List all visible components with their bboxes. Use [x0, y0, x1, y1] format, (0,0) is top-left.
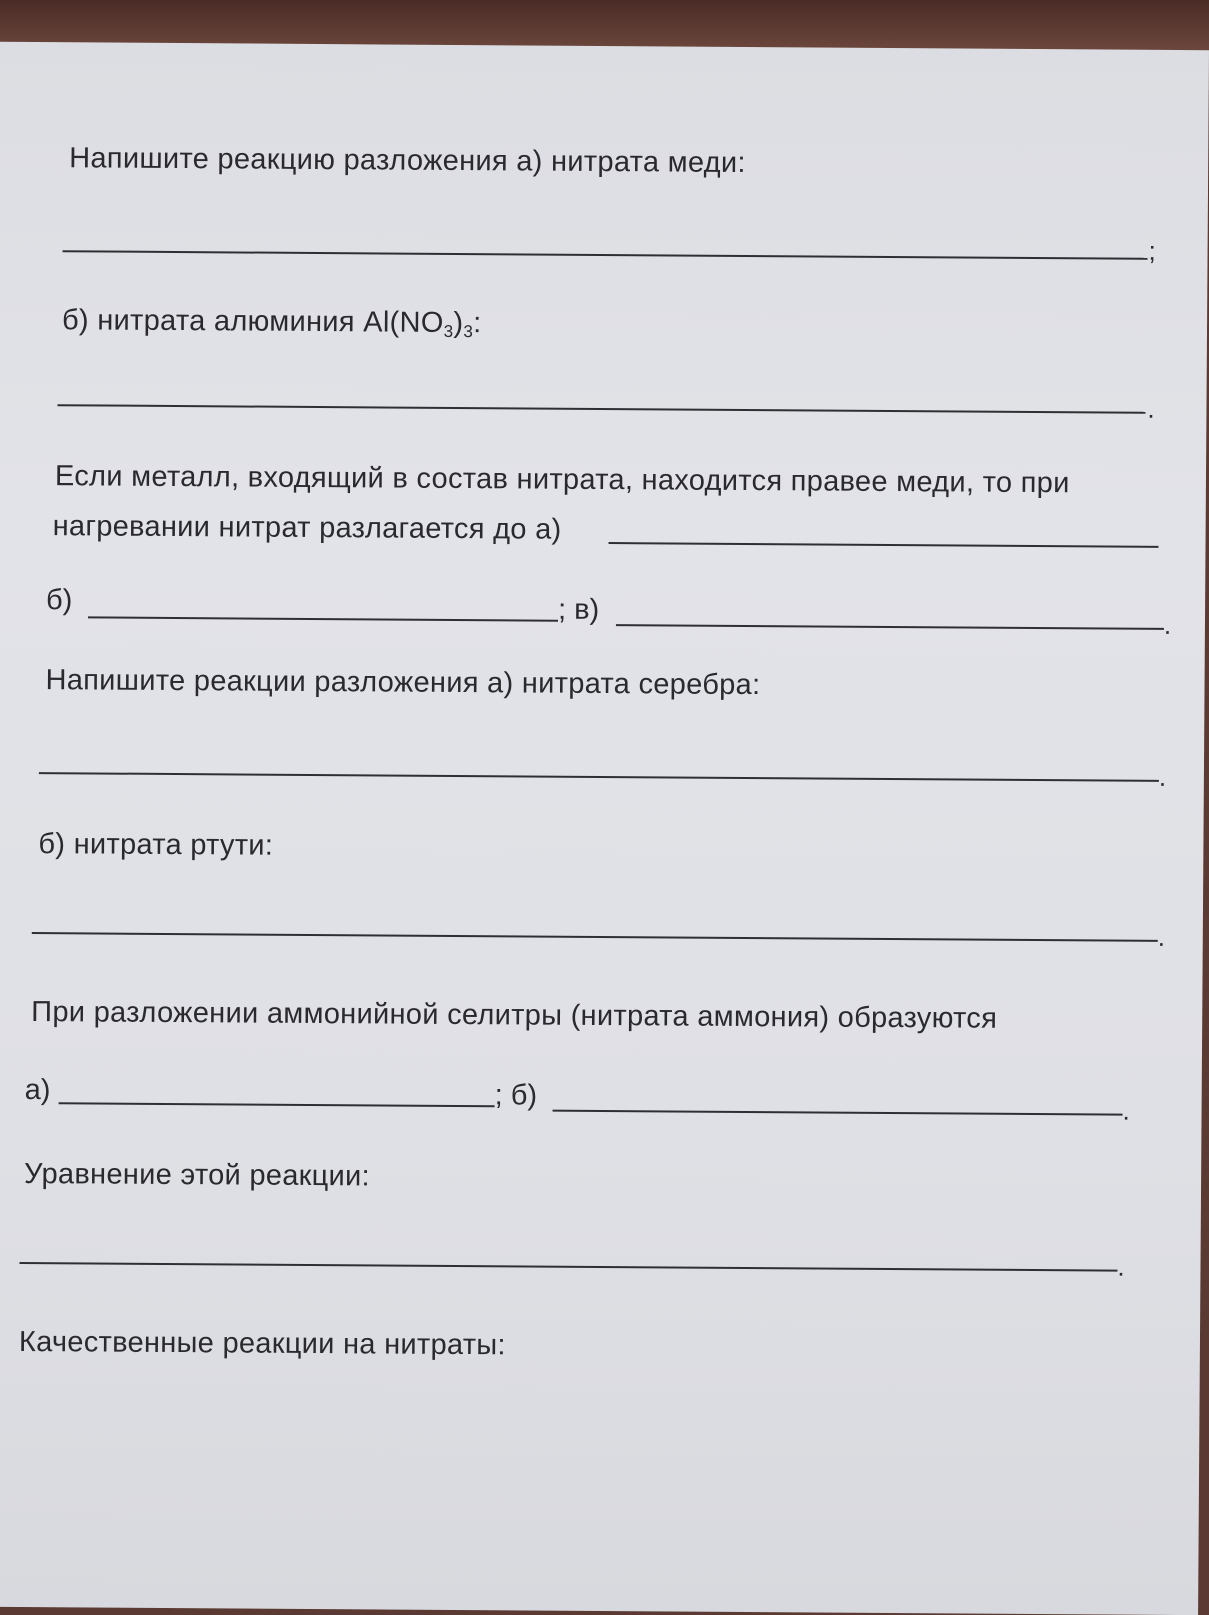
q1b-label — [62, 304, 482, 340]
q3b-end-punct: . — [1157, 921, 1166, 952]
q2-answer-b-line[interactable] — [88, 616, 558, 621]
q4-answer-b-line[interactable] — [553, 1110, 1123, 1116]
q5-answer-line[interactable] — [19, 1262, 1117, 1272]
q1b-answer-line[interactable] — [57, 404, 1145, 414]
q2-answer-c-line[interactable] — [616, 624, 1164, 630]
q3b-label: б) нитрата ртути: — [38, 828, 274, 862]
q1b-colon: : — [473, 307, 482, 340]
q2-line-1: Если металл, входящий в состав нитрата, находится правее меди, то при — [54, 460, 1070, 500]
q4-separator: ; б) — [494, 1079, 538, 1112]
q2-answer-a-line[interactable] — [609, 542, 1159, 548]
q4-end-punct: . — [1122, 1095, 1130, 1126]
q1-answer-line[interactable] — [63, 250, 1148, 260]
q1-prompt: Напишите реакцию разложения а) нитрата меди: — [69, 142, 746, 179]
q3-end-punct: . — [1158, 761, 1167, 792]
q1b-subscript-2: 3 — [463, 322, 474, 342]
q3b-answer-line[interactable] — [32, 932, 1158, 942]
q4-prompt: При разложении аммонийной селитры (нитрата аммония) образуются — [31, 996, 998, 1035]
q1-end-punct: ; — [1148, 235, 1156, 266]
q2-end-punct: . — [1163, 609, 1172, 640]
q3-answer-line[interactable] — [39, 772, 1159, 782]
q2-b-label: б) — [46, 584, 73, 617]
q2-separator: ; в) — [557, 593, 600, 626]
q1b-paren: ) — [453, 306, 464, 340]
q6-prompt: Качественные реакции на нитраты: — [18, 1325, 506, 1362]
q4-answer-a-line[interactable] — [59, 1102, 495, 1107]
q2-line-2: нагревании нитрат разлагается до а) — [52, 510, 562, 546]
q1b-end-punct: . — [1147, 393, 1155, 424]
q4-a-label: а) — [24, 1073, 51, 1107]
q5-end-punct: . — [1117, 1251, 1125, 1282]
q5-prompt: Уравнение этой реакции: — [23, 1157, 371, 1193]
q1b-subscript-1: 3 — [443, 321, 454, 341]
q3-prompt: Напишите реакции разложения а) нитрата серебра: — [45, 664, 761, 702]
q1b-label-text: б) нитрата алюминия Al(NO — [61, 304, 444, 339]
worksheet-page — [0, 42, 1209, 1615]
